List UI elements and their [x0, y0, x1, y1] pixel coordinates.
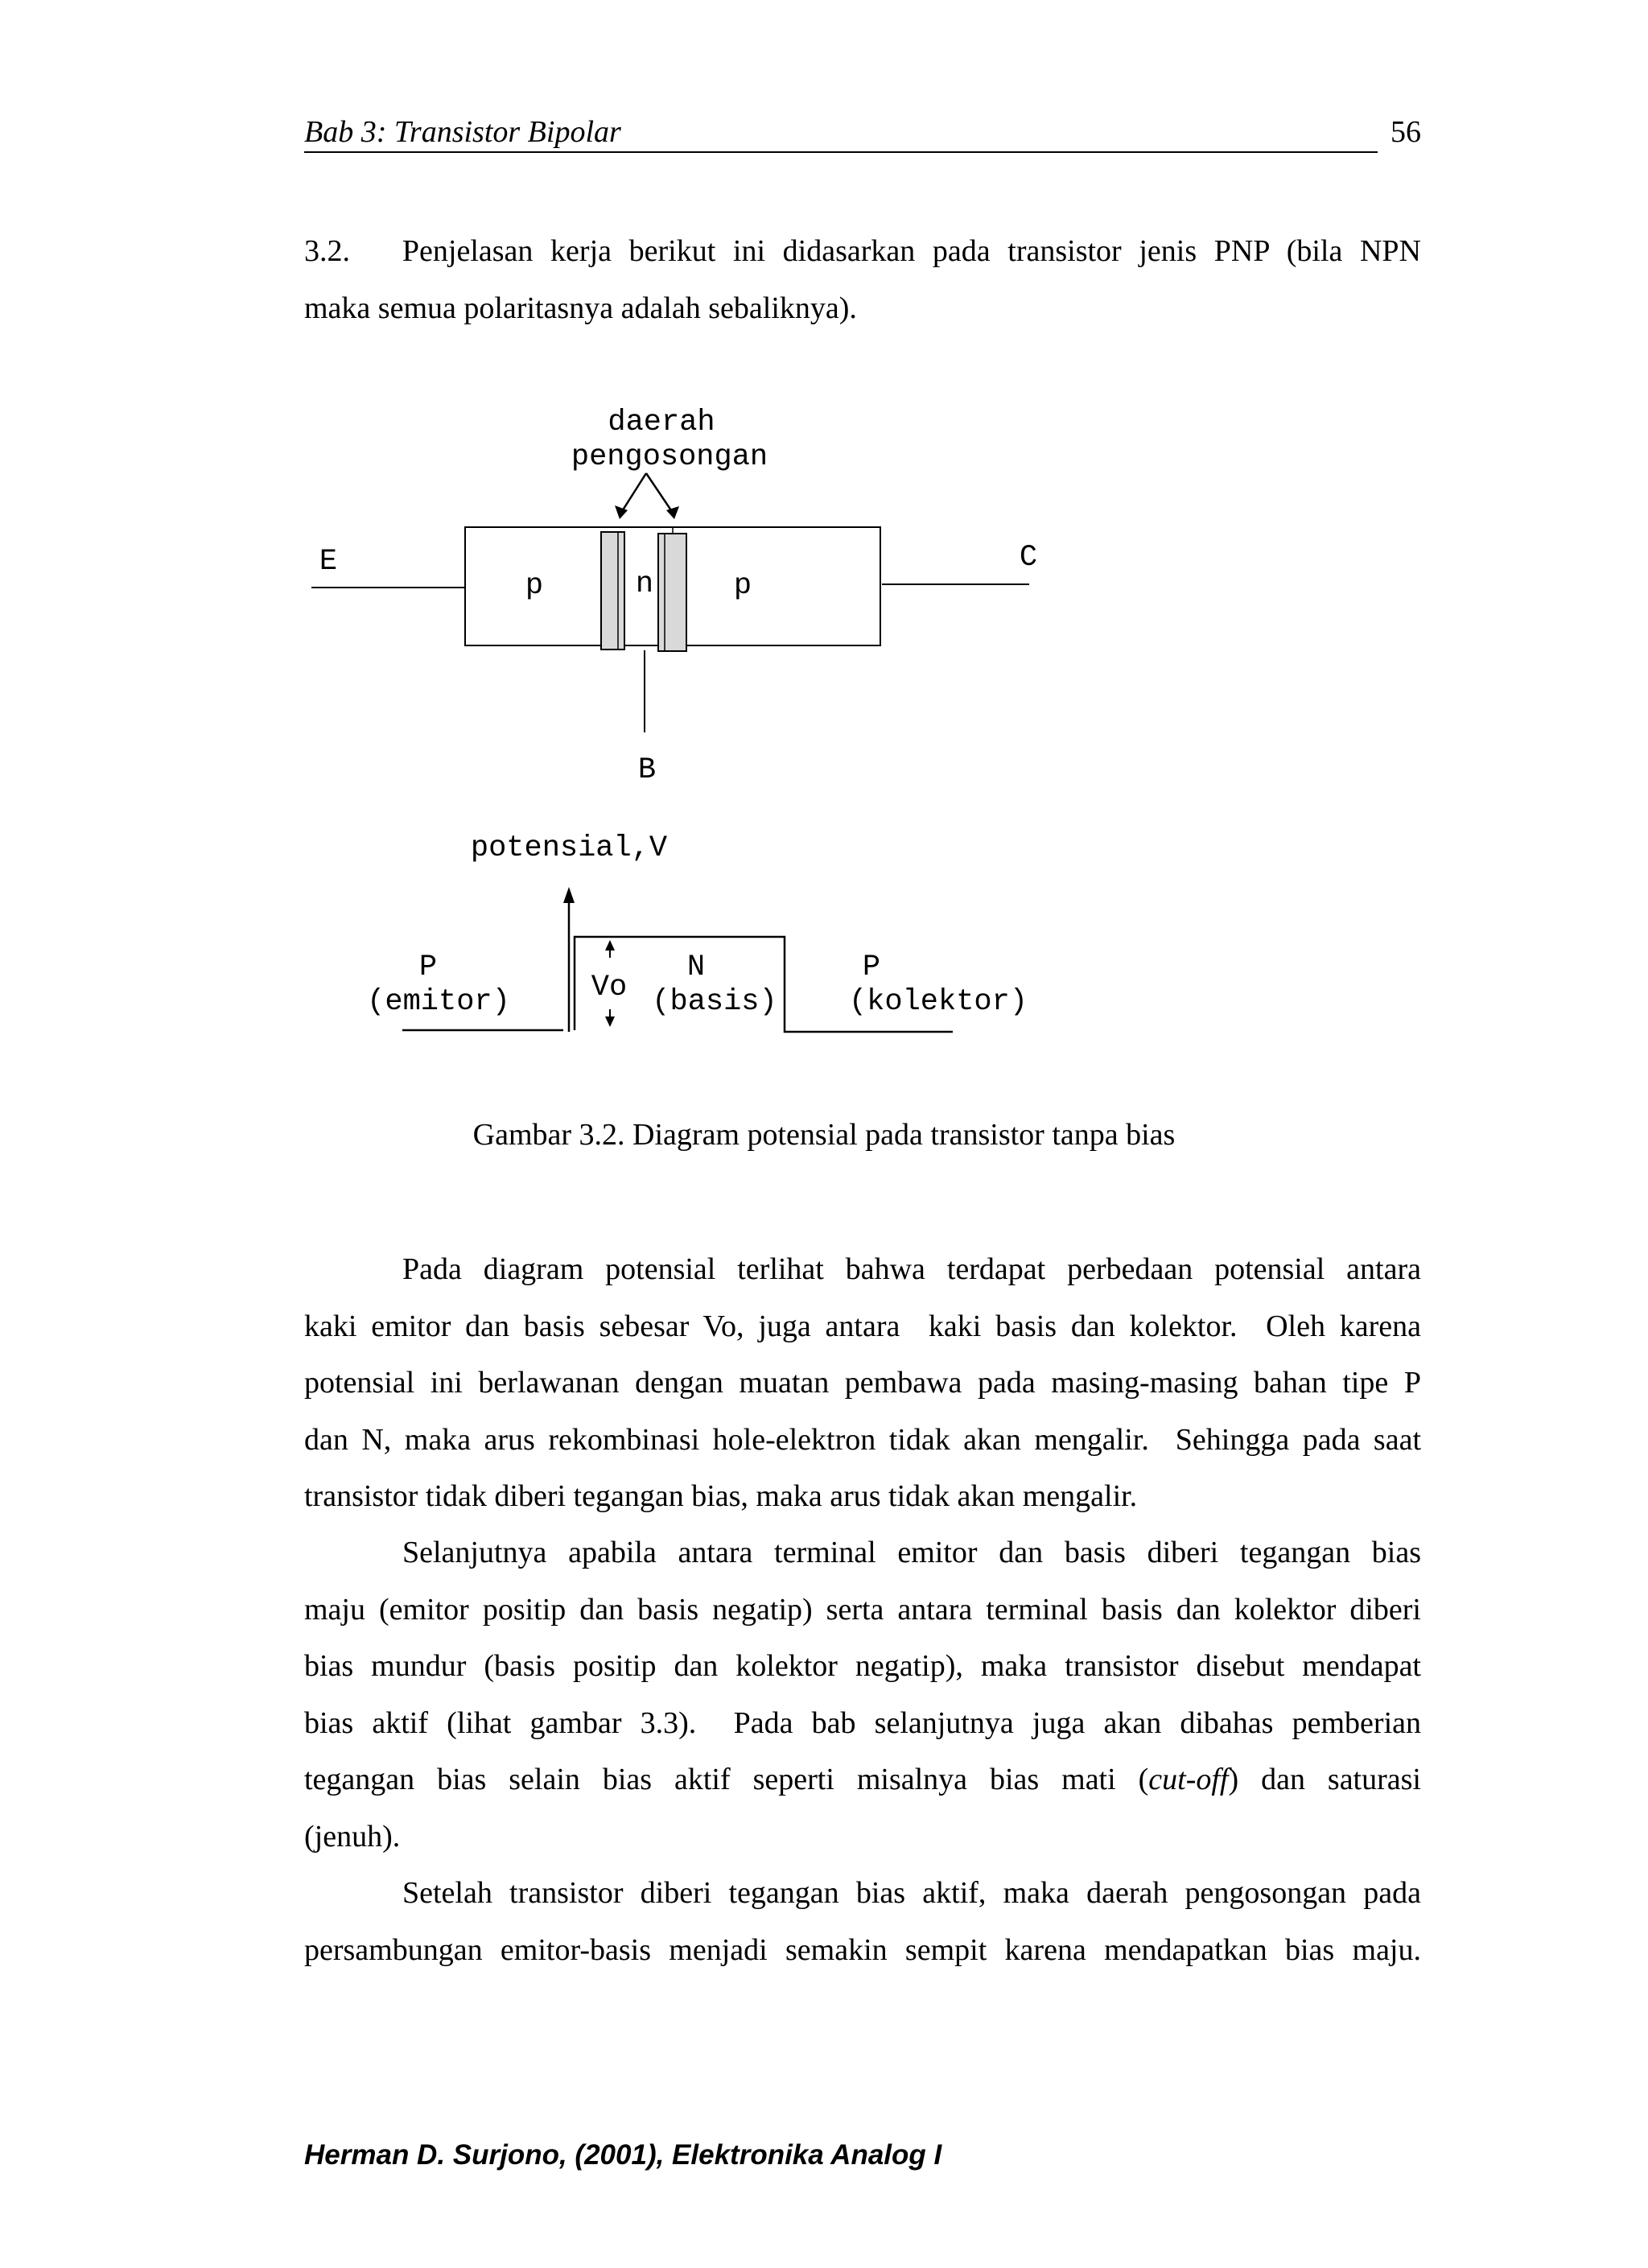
vo-label: Vo [591, 971, 628, 1004]
transistor-potential-figure [0, 0, 1648, 1127]
p2-line-4: bias aktif (lihat gambar 3.3). Pada bab selanjutnya juga akan dibahas pemberian [304, 1705, 1421, 1740]
label-pengosongan: pengosongan [571, 440, 768, 474]
figure-caption: Gambar 3.2. Diagram potensial pada transistor tanpa bias [472, 1118, 1176, 1152]
vo-arrow-up [605, 940, 615, 950]
arrow-head-right [666, 506, 679, 519]
page-number: 56 [1390, 115, 1421, 149]
p1-line-2: kaki emitor dan basis sebesar Vo, juga antara kaki basis dan kolektor. Oleh karena [304, 1309, 1421, 1343]
intro-line-2: maka semua polaritasnya adalah sebaliknya). [304, 291, 857, 325]
label-daerah: daerah [608, 406, 715, 439]
p2-line-5-start: tegangan bias selain bias aktif seperti misalnya bias mati ( [304, 1763, 1149, 1796]
header-title: Bab 3: Transistor Bipolar [304, 115, 621, 149]
segment-collector-name: (kolektor) [848, 985, 1028, 1019]
p2-line-2: maju (emitor positip dan basis negatip) serta antara terminal basis dan kolektor diberi [304, 1592, 1421, 1627]
paragraph-3 [304, 1865, 1421, 1978]
paragraph-1 [304, 1241, 1421, 1525]
p3-line-2: persambungan emitor-basis menjadi semakin sempit karena mendapatkan bias maju. [304, 1932, 1421, 1967]
potential-axis-label: potensial,V [470, 831, 668, 865]
depletion-arrows [620, 473, 674, 515]
p1-line-3: potensial ini berlawanan dengan muatan pembawa pada masing-masing bahan tipe P [304, 1366, 1421, 1400]
region-p-emitter: p [525, 569, 544, 603]
paragraph-2 [304, 1524, 1421, 1865]
p2-line-3: bias mundur (basis positip dan kolektor negatip), maka transistor disebut mendapat [304, 1649, 1421, 1683]
segment-base-name: (basis) [652, 985, 777, 1019]
vo-arrow-down [605, 1016, 615, 1027]
segment-collector-type: P [862, 950, 881, 984]
potential-axis-arrow [563, 887, 575, 903]
arrow-head-left [615, 505, 628, 519]
p1-line-5: transistor tidak diberi tegangan bias, maka arus tidak akan mengalir. [304, 1479, 1138, 1513]
p3-line-1: Setelah transistor diberi tegangan bias aktif, maka daerah pengosongan pada [402, 1876, 1421, 1910]
segment-emitter-name: (emitor) [367, 985, 510, 1019]
depletion-region-emitter-base [601, 532, 624, 649]
p2-line-1: Selanjutnya apabila antara terminal emitor dan basis diberi tegangan bias [402, 1536, 1421, 1569]
terminal-c: C [1019, 541, 1038, 575]
terminal-b: B [637, 753, 657, 787]
p2-cutoff-term: cut-off [1148, 1763, 1229, 1796]
footer-citation: Herman D. Surjono, (2001), Elektronika Analog I [304, 2139, 942, 2171]
p1-line-1: Pada diagram potensial terlihat bahwa terdapat perbedaan potensial antara [402, 1252, 1421, 1286]
segment-base-type: N [686, 950, 706, 984]
segment-emitter-type: P [418, 950, 438, 984]
terminal-e: E [319, 545, 338, 579]
region-n-base: n [635, 567, 654, 601]
intro-line-1: 3.2. Penjelasan kerja berikut ini didasarkan pada transistor jenis PNP (bila NPN [304, 234, 1421, 268]
depletion-region-base-collector [658, 534, 686, 651]
p2-line-5 [304, 1751, 1421, 1808]
region-p-collector: p [733, 569, 752, 603]
p2-line-6: (jenuh). [304, 1819, 401, 1854]
p2-line-5-end: ) dan saturasi [1228, 1763, 1421, 1796]
p1-line-4: dan N, maka arus rekombinasi hole-elektron tidak akan mengalir. Sehingga pada saat [304, 1422, 1421, 1457]
